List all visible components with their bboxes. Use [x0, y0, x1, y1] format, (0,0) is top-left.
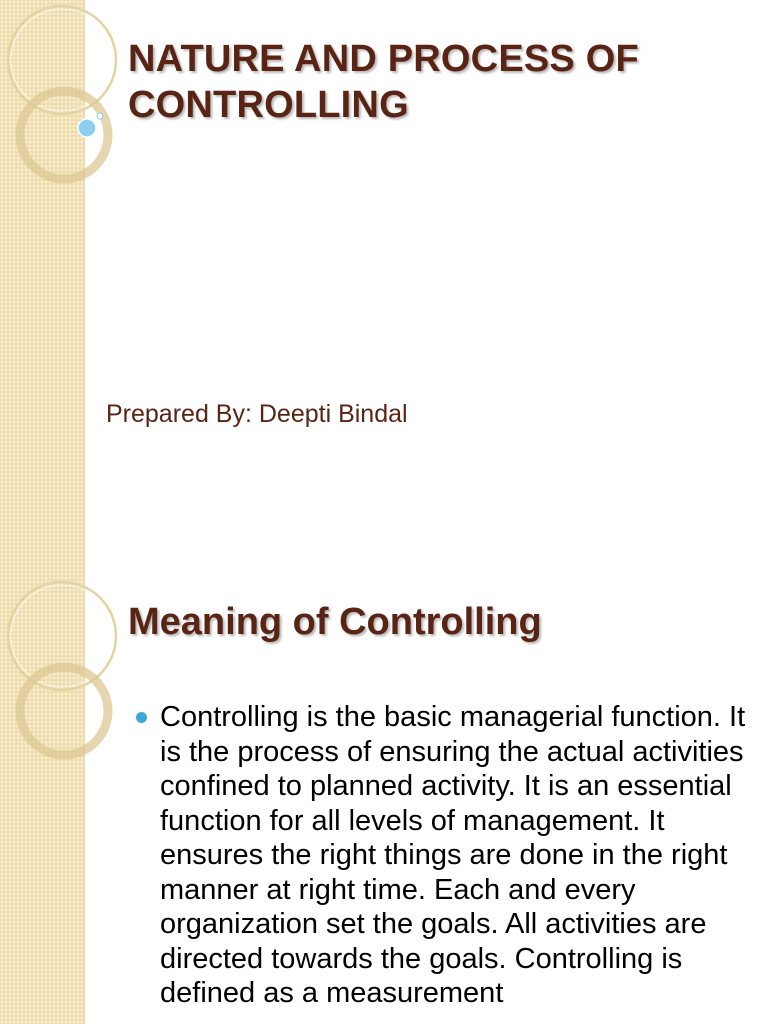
bubble-small-dot	[97, 113, 103, 119]
bullet-list	[128, 700, 748, 1011]
ring-thick	[20, 91, 108, 179]
ring-large	[8, 582, 116, 690]
bullet-item	[128, 700, 748, 1011]
ring-large	[8, 6, 116, 114]
decorative-rings	[0, 0, 140, 200]
slide-heading-text: Meaning of Controlling	[128, 601, 542, 643]
slide-subtitle-text: Prepared By: Deepti Bindal	[106, 400, 408, 428]
bullet-dot-icon	[136, 712, 147, 723]
ring-thick	[20, 667, 108, 755]
slide-meaning	[0, 576, 768, 1024]
slide-title-text: NATURE AND PROCESS OF CONTROLLING	[128, 38, 639, 126]
bullet-text: Controlling is the basic managerial function. It is the process of ensuring the actual activities confined to planned activity. It is an essential function for all levels of management. It ensures the right things are done in the right manner at right time. Each and every organization set the goals. All activities are directed towards the goals. Controlling is defined as a measurement	[160, 701, 746, 1009]
bubble-dot	[78, 119, 96, 137]
decorative-rings	[0, 576, 140, 776]
